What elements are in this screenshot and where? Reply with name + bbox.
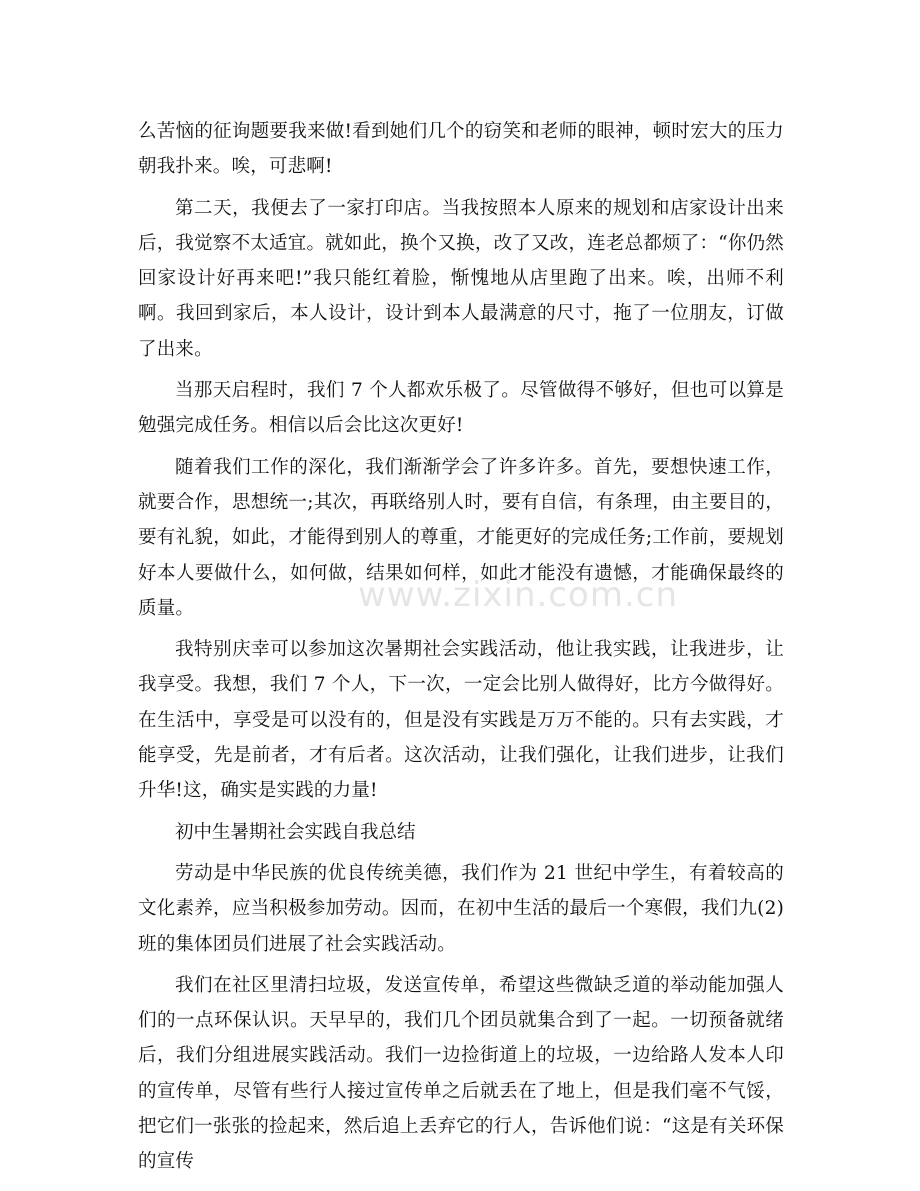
paragraph-lessons: 随着我们工作的深化，我们渐渐学会了许多许多。首先，要想快速工作，就要合作，思想统一;其次，再联络别人时，要有自信，有条理，由主要目的，要有礼貌，如此，才能得到别人的尊重，才能更好的完成任务;工作前，要规划好本人要做什么，如何做，结果如何样，如此才能没有遗憾，才能确保最终的质量。 <box>138 456 784 619</box>
paragraph-reflection: 我特别庆幸可以参加这次暑期社会实践活动，他让我实践，让我进步，让我享受。我想，我们 7 个人，下一次，一定会比别人做得好，比方今做得好。在生活中，享受是可以没有的，但是没有实践是万万不能的。只有去实践，才能享受，先是前者，才有后者。这次活动，让我们强化，让我们进步，让我们升华!这，确实是实践的力量! <box>138 639 784 802</box>
paragraph-continuation: 么苦恼的征询题要我来做!看到她们几个的窃笑和老师的眼神，顿时宏大的压力朝我扑来。唉，可悲啊! <box>138 121 784 178</box>
document-body <box>138 114 784 1186</box>
paragraph-community-cleanup: 我们在社区里清扫垃圾，发送宣传单，希望这些微缺乏道的举动能加强人们的一点环保认识。天早早的，我们几个团员就集合到了一起。一切预备就绪后，我们分组进展实践活动。我们一边捡街道上的垃圾，一边给路人发本人印的宣传单，尽管有些行人接过宣传单之后就丢在了地上，但是我们毫不气馁，把它们一张张的捡起来，然后追上丢弃它的行人，告诉他们说：“这是有关环保的宣传 <box>138 974 784 1173</box>
paragraph-departure: 当那天启程时，我们 7 个人都欢乐极了。尽管做得不够好，但也可以算是勉强完成任务。相信以后会比这次更好! <box>138 380 784 437</box>
section-heading: 初中生暑期社会实践自我总结 <box>175 821 416 843</box>
paragraph-print-shop: 第二天，我便去了一家打印店。当我按照本人原来的规划和店家设计出来后，我觉察不太适宜。就如此，换个又换，改了又改，连老总都烦了：“你仍然回家设计好再来吧!”我只能红着脸，惭愧地从店里跑了出来。唉，出师不利啊。我回到家后，本人设计，设计到本人最满意的尺寸，拖了一位朋友，订做了出来。 <box>138 197 784 360</box>
paragraph-labor-intro: 劳动是中华民族的优良传统美德，我们作为 21 世纪中学生，有着较高的文化素养，应当积极参加劳动。因而，在初中生活的最后一个寒假，我们九(2)班的集体团员们进展了社会实践活动。 <box>138 862 784 955</box>
watermark: www.zixin.com.cn <box>358 575 678 615</box>
